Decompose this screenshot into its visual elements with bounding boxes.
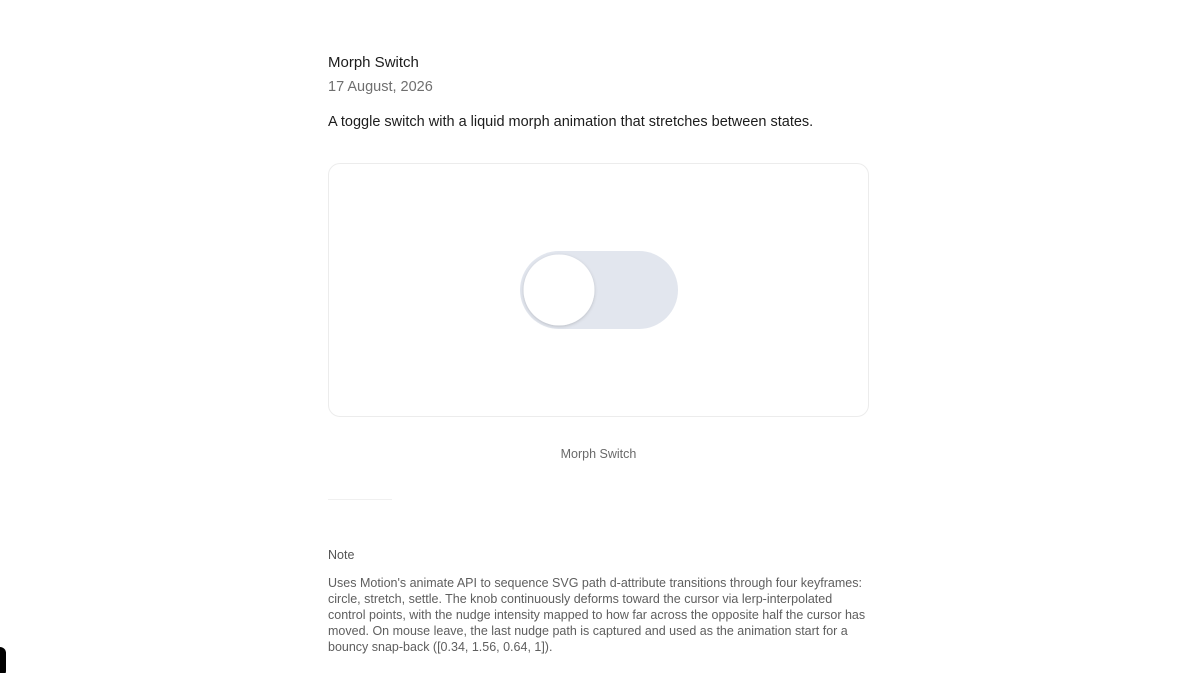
demo-card [328,163,869,417]
article-header [328,52,869,133]
morph-switch[interactable] [520,250,678,330]
publish-date: 17 August, 2026 [328,79,433,95]
morph-switch-graphic[interactable] [520,250,678,330]
note-heading: Note [328,548,355,562]
page-title: Morph Switch [328,54,419,71]
article-summary: A toggle switch with a liquid morph animation that stretches between states. [328,114,814,130]
note-body: Uses Motion's animate API to sequence SVG path d-attribute transitions through four keyframes: circle, stretch, settle. The knob continuously deforms toward the cursor via lerp-interpolated control points, with the nudge intensity mapped to how far across the opposite half the cursor has moved. On mouse leave, the last nudge path is captured and used as the animation start for a bouncy snap-back ([0.34, 1.56, 0.64, 1]). [328,576,866,654]
section-divider [328,499,392,500]
demo-caption: Morph Switch [560,447,637,461]
corner-element [0,647,6,673]
switch-knob[interactable] [524,255,595,326]
